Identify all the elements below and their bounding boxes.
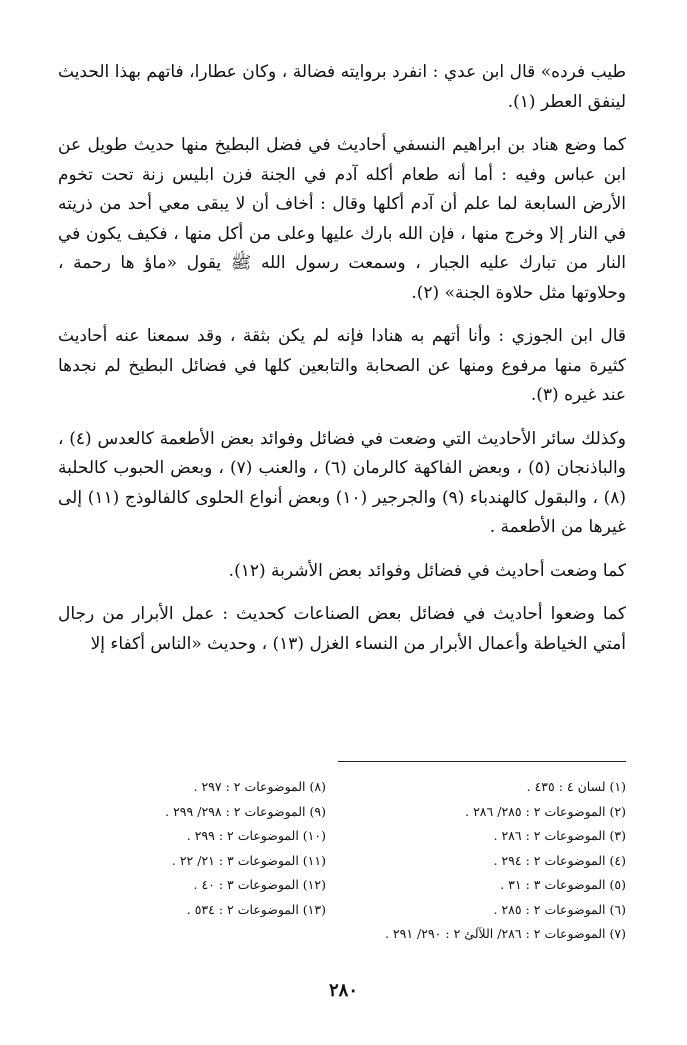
- paragraph: وكذلك سائر الأحاديث التي وضعت في فضائل وفوائد بعض الأطعمة كالعدس (٤) ، والباذنجان (٥) ، وبعض الفاكهة كالرمان (٦) ، والعنب (٧) ، وبعض الحبوب كالحلبة (٨) ، والبقول كالهندباء (٩) والجرجير (١٠) وبعض أنواع الحلوى كالفالوذج (١١) إلى غيرها من الأطعمة .: [58, 428, 627, 537]
- page-number: ٢٨٠: [328, 980, 358, 1001]
- footnote: (٤) الموضوعات ٢ : ٢٩٤ .: [493, 852, 626, 868]
- footnote: (٥) الموضوعات ٣ : ٣١ .: [500, 877, 626, 892]
- footnote: (١٢) الموضوعات ٣ : ٤٠ .: [193, 877, 326, 892]
- footnotes-column-left: [58, 775, 326, 922]
- paragraph: طيب فرده» قال ابن عدي : انفرد بروايته فضالة ، وكان عطارا، فاتهم بهذا الحديث لينفق العطر (١).: [58, 62, 626, 112]
- footnote: (٦) الموضوعات ٢ : ٢٨٥ .: [493, 901, 626, 917]
- footnote: (١٠) الموضوعات ٢ : ٢٩٩ .: [186, 828, 326, 843]
- footnote: (٧) الموضوعات ٢ : ٢٨٦/ اللآلئ ٢ : ٢٩٠/ ٢٩١ .: [384, 926, 626, 941]
- footnote-divider: [338, 761, 626, 762]
- footnotes-column-right: [326, 775, 626, 947]
- paragraph: كما وضعوا أحاديث في فضائل بعض الصناعات كحديث : عمل الأبرار من رجال أمتي الخياطة وأعمال الأبرار من النساء الغزل (١٣) ، وحديث «الناس أكفاء إلا: [58, 604, 626, 654]
- paragraph: كما وضع هناد بن ابراهيم النسفي أحاديث في فضل البطيخ منها حديث طويل عن ابن عباس وفيه : أما أنه طعام أكله آدم في الجنة فزن ابليس زنة تحت تخوم الأرض السابعة لما علم أن آدم أكلها وقال : أخاف أن لا يبقى معي أحد من ذريته في النار إلا وخرج منها ، فإن الله بارك عليها وعلى من أكل منها ، فكيف يكون في النار من تبارك عليه الجبار ، وسمعت رسول الله ﷺ يقول «ماؤ ها رحمة ، وحلاوتها مثل حلاوة الجنة» (٢).: [58, 135, 626, 303]
- main-text: [58, 58, 626, 673]
- footnote: (٩) الموضوعات ٢ : ٢٩٨/ ٢٩٩ .: [165, 803, 326, 819]
- footnote: (٣) الموضوعات ٢ : ٢٨٦ .: [493, 828, 626, 843]
- footnote: (١٣) الموضوعات ٢ : ٥٣٤ .: [186, 901, 326, 917]
- footnote: (١) لسان ٤ : ٤٣٥ .: [526, 779, 626, 794]
- footnotes: [58, 775, 626, 955]
- footnote: (٢) الموضوعات ٢ : ٢٨٥/ ٢٨٦ .: [465, 803, 626, 819]
- footnote: (٨) الموضوعات ٢ : ٢٩٧ .: [193, 779, 326, 794]
- paragraph: كما وضعت أحاديث في فضائل وفوائد بعض الأشربة (١٢).: [228, 560, 626, 581]
- footnote: (١١) الموضوعات ٣ : ٢١/ ٢٢ .: [171, 852, 326, 868]
- paragraph: قال ابن الجوزي : وأنا أتهم به هنادا فإنه لم يكن بثقة ، وقد سمعنا عنه أحاديث كثيرة منها مرفوع ومنها عن الصحابة والتابعين كلها في فضائل البطيخ لم نجدها عند غيره (٣).: [58, 326, 626, 405]
